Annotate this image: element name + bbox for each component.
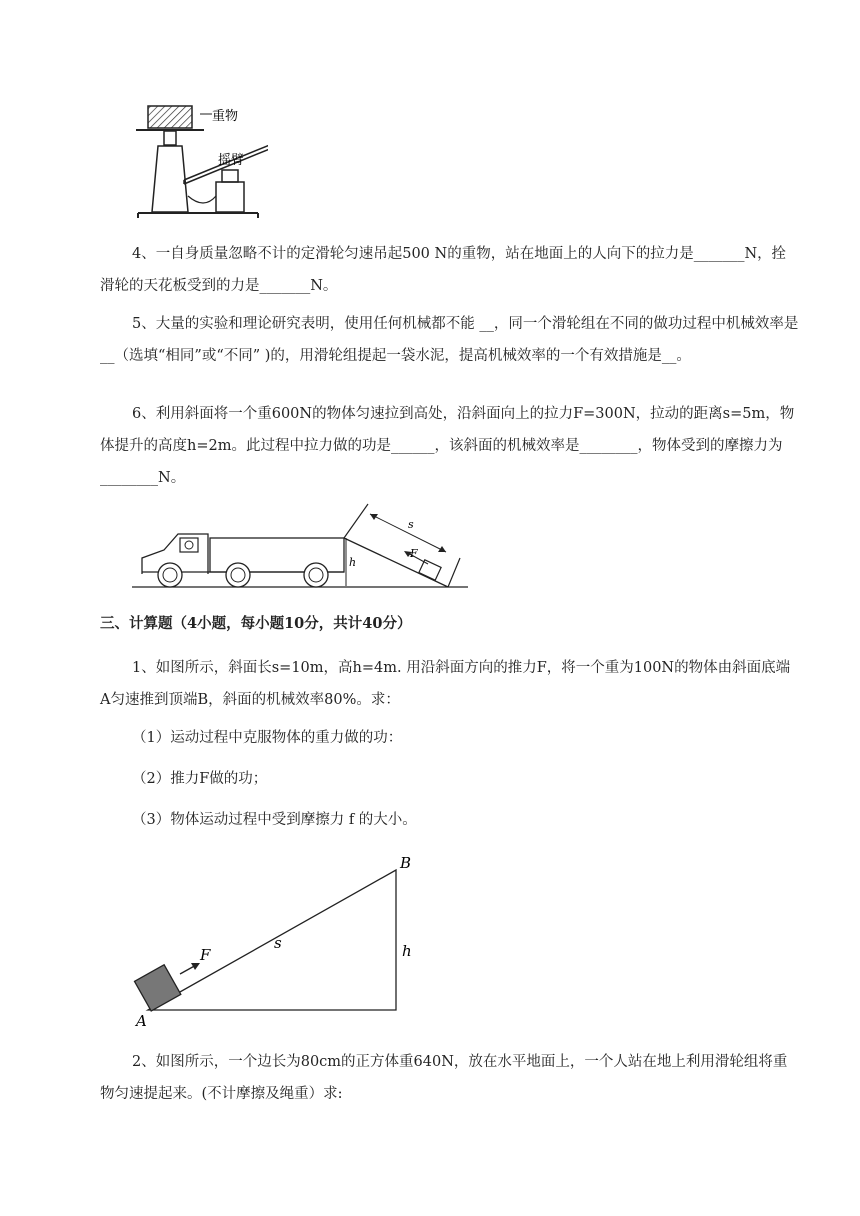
b-label: B <box>400 854 412 872</box>
block <box>135 965 181 1011</box>
question-4: 4、一自身质量忽略不计的定滑轮匀速吊起500 N的重物，站在地面上的人向下的拉力是_______N，拴滑轮的天花板受到的力是_______N。 <box>100 246 787 294</box>
f-force-label: F <box>200 946 211 964</box>
a-label: A <box>136 1012 147 1030</box>
truck-ramp-figure <box>128 500 473 592</box>
calc-q1-part-3: （3）物体运动过程中受到摩擦力 f 的大小。 <box>132 812 417 828</box>
h-label: h <box>349 556 357 569</box>
incline-figure <box>128 850 428 1030</box>
calc-question-2: 2、如图所示，一个边长为80cm的正方体重640N，放在水平地面上，一个人站在地上利用滑轮组将重物匀速提起来。(不计摩擦及绳重）求: <box>100 1054 788 1102</box>
lever-figure <box>128 100 268 222</box>
f-label: F <box>410 547 418 560</box>
h-label: h <box>402 942 412 960</box>
pedestal <box>152 146 188 212</box>
calc-q1-part-1: （1）运动过程中克服物体的重力做的功： <box>132 730 403 746</box>
truck-wheels <box>158 563 328 587</box>
s-label: s <box>408 518 414 531</box>
incline-triangle <box>148 870 396 1010</box>
weight-block <box>148 106 192 128</box>
calc-q1-part-2: （2）推力F做的功； <box>132 771 268 787</box>
calc-question-1: 1、如图所示，斜面长s=10m，高h=4m. 用沿斜面方向的推力F，将一个重为100N的物体由斜面底端A匀速推到顶端B，斜面的机械效率80%。求： <box>100 660 791 708</box>
question-5: 5、大量的实验和理论研究表明，使用任何机械都不能 __，同一个滑轮组在不同的做功过程中机械效率是 __（选填“相同”或“不同” )的，用滑轮组提起一袋水泥，提高机械效率的一个有效措施是__。 <box>100 316 799 364</box>
arm-label: 摇臂 <box>218 153 245 168</box>
s-label: s <box>274 934 282 952</box>
question-6: 6、利用斜面将一个重600N的物体匀速拉到高处，沿斜面向上的拉力F=300N，拉动的距离s=5m，物体提升的高度h=2m。此过程中拉力做的功是______，该斜面的机械效率是________，物体受到的摩擦力为________N。 <box>100 406 795 486</box>
weight-label: 重物 <box>212 109 239 124</box>
section-3-title: 三、计算题（4小题，每小题10分，共计40分） <box>100 615 412 632</box>
